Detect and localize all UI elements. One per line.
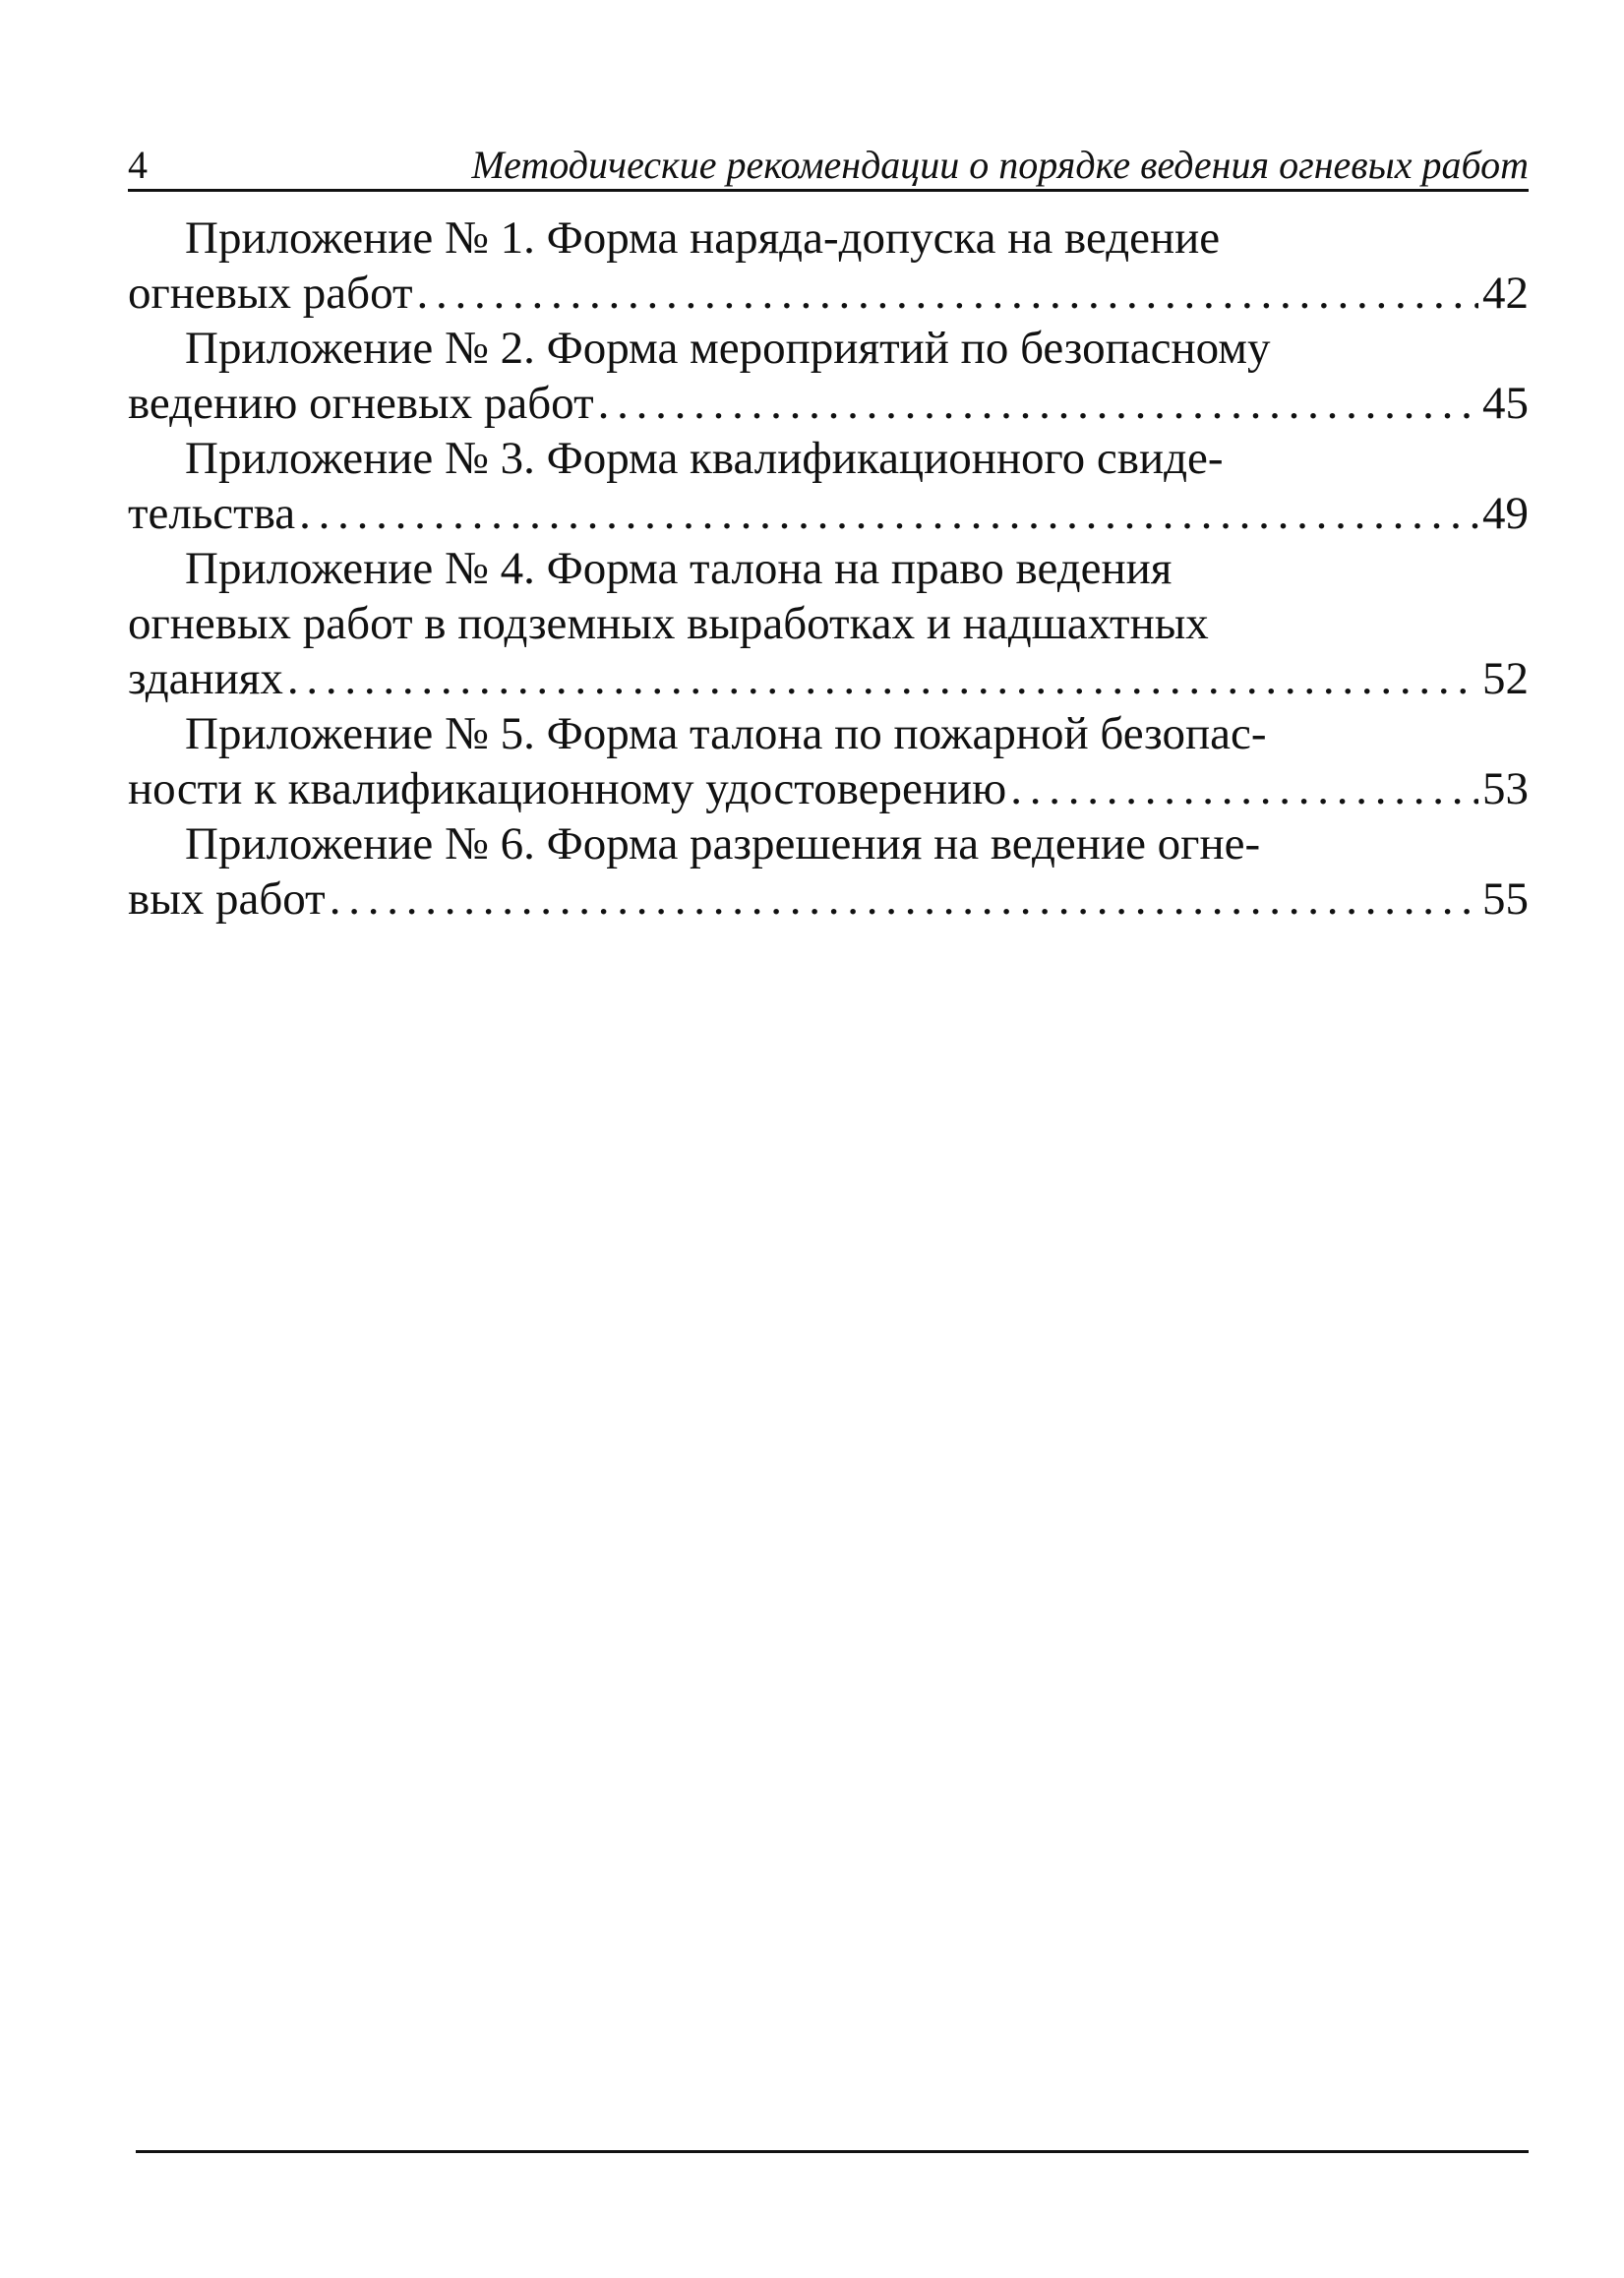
toc-entry-title-end: огневых работ xyxy=(128,268,413,319)
dot-leader xyxy=(330,871,1478,927)
toc-entry-title-line: Приложение № 3. Форма квалификационного свиде- xyxy=(185,433,1224,484)
toc-entry-appendix-1[interactable] xyxy=(128,210,1529,321)
toc-entry-page: 53 xyxy=(1482,763,1529,814)
toc-entry-appendix-3[interactable] xyxy=(128,431,1529,541)
toc-entry-title-end: зданиях xyxy=(128,653,283,704)
toc-entry-title-line: огневых работ в подземных выработках и надшахтных xyxy=(128,598,1209,649)
toc-entry-title-line: Приложение № 4. Форма талона на право ведения xyxy=(185,543,1173,594)
dot-leader xyxy=(299,486,1478,541)
dot-leader xyxy=(287,651,1478,706)
running-title: Методические рекомендации о порядке ведения огневых работ xyxy=(471,143,1529,187)
toc-entry-title-end: вых работ xyxy=(128,873,326,925)
toc-entry-title-end: ности к квалификационному удостоверению xyxy=(128,763,1007,814)
toc-entry-last-line xyxy=(128,486,1529,541)
toc-entry-appendix-6[interactable] xyxy=(128,816,1529,927)
page-number: 4 xyxy=(128,143,148,187)
toc-entry-last-line xyxy=(128,266,1529,321)
toc-entry-title-end: тельства xyxy=(128,488,296,539)
toc-entry-page: 52 xyxy=(1482,653,1529,704)
toc-entry-title-line: Приложение № 6. Форма разрешения на ведение огне- xyxy=(185,818,1261,869)
toc-entry-page: 55 xyxy=(1482,873,1529,925)
toc-entry-appendix-2[interactable] xyxy=(128,321,1529,431)
toc-entry-last-line xyxy=(128,651,1529,706)
toc-entry-page: 49 xyxy=(1482,488,1529,539)
toc-entry-title-line: Приложение № 1. Форма наряда-допуска на ведение xyxy=(185,212,1221,264)
running-header xyxy=(128,136,1529,192)
toc-entry-last-line xyxy=(128,376,1529,431)
toc-entry-page: 45 xyxy=(1482,378,1529,429)
dot-leader xyxy=(417,266,1478,321)
toc-entry-page: 42 xyxy=(1482,268,1529,319)
toc-entry-last-line xyxy=(128,761,1529,816)
footer-rule xyxy=(136,2150,1529,2153)
toc-entry-title-line: Приложение № 2. Форма мероприятий по безопасному xyxy=(185,323,1271,374)
dot-leader xyxy=(598,376,1478,431)
toc-entry-title-line: Приложение № 5. Форма талона по пожарной безопас- xyxy=(185,708,1267,759)
toc-entry-title-end: ведению огневых работ xyxy=(128,378,594,429)
toc-entry-last-line xyxy=(128,871,1529,927)
table-of-contents xyxy=(128,210,1529,927)
dot-leader xyxy=(1010,761,1478,816)
toc-entry-appendix-5[interactable] xyxy=(128,706,1529,816)
toc-entry-appendix-4[interactable] xyxy=(128,541,1529,706)
